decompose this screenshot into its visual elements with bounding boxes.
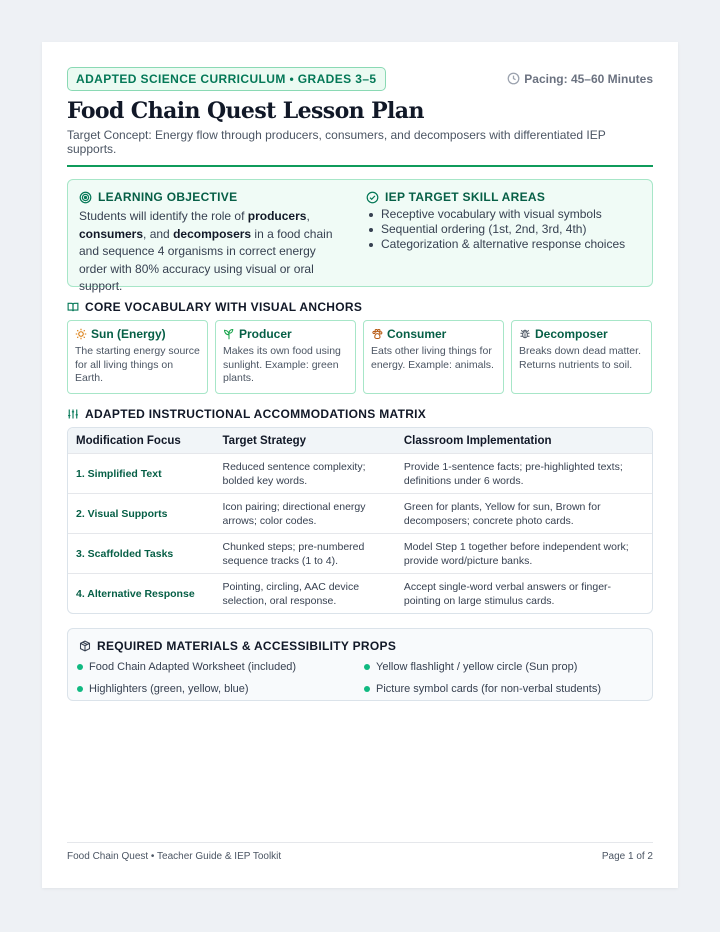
sun-icon (75, 328, 87, 340)
bullet-icon (364, 664, 370, 670)
vocabulary-cards (67, 320, 653, 394)
vocab-definition: The starting energy source for all living things on Earth. (75, 345, 200, 384)
list-item: Sequential ordering (1st, 2nd, 3rd, 4th) (366, 222, 646, 237)
target-strategy: Icon pairing; directional energy arrows; color codes. (222, 500, 366, 527)
bullet-icon (364, 686, 370, 692)
table-row (68, 573, 652, 613)
list-item: Receptive vocabulary with visual symbols (366, 207, 646, 222)
objective-panel (67, 179, 653, 293)
modification-focus: 1. Simplified Text (76, 467, 162, 480)
vocab-definition: Breaks down dead matter. Returns nutrients to soil. (519, 345, 641, 371)
bullet-icon (77, 686, 83, 692)
pacing-info (507, 72, 653, 86)
materials-list-left (77, 656, 296, 700)
iep-skill-areas (366, 190, 646, 252)
learning-objective-heading (79, 190, 344, 204)
target-strategy: Chunked steps; pre-numbered sequence tracks (1 to 4). (222, 540, 365, 567)
learning-objective (79, 190, 344, 296)
vocab-term: Consumer (387, 327, 447, 341)
column-header: Classroom Implementation (403, 434, 552, 447)
matrix-heading (67, 407, 653, 421)
vocab-definition: Eats other living things for energy. Example: animals. (371, 345, 494, 371)
target-strategy: Pointing, circling, AAC device selection, oral response. (222, 580, 360, 607)
vocab-card-consumer (363, 320, 504, 394)
modification-focus: 4. Alternative Response (76, 587, 195, 600)
materials-panel (67, 628, 653, 701)
column-header: Target Strategy (222, 434, 307, 447)
materials-title: REQUIRED MATERIALS & ACCESSIBILITY PROPS (97, 639, 397, 653)
vocab-card-sun (67, 320, 208, 394)
sliders-icon (67, 408, 79, 420)
classroom-implementation: Green for plants, Yellow for sun, Brown for decomposers; concrete photo cards. (403, 500, 601, 527)
sprout-icon (223, 328, 235, 340)
target-icon (79, 191, 92, 204)
table-row (68, 533, 652, 573)
paw-icon (371, 328, 383, 340)
bullet-icon (77, 664, 83, 670)
materials-heading (79, 639, 396, 653)
vocab-card-decomposer (511, 320, 652, 394)
list-item: Highlighters (green, yellow, blue) (77, 678, 296, 700)
box-icon (79, 640, 91, 652)
classroom-implementation: Provide 1-sentence facts; pre-highlighted texts; definitions under 6 words. (403, 460, 623, 487)
iep-skill-areas-heading (366, 190, 646, 204)
header-bar (67, 67, 653, 90)
term-consumers: consumers (79, 226, 144, 241)
term-decomposers: decomposers (173, 226, 252, 241)
clock-icon (507, 72, 520, 85)
lesson-plan-page (42, 42, 678, 888)
vocabulary-heading (67, 300, 653, 314)
list-item: Yellow flashlight / yellow circle (Sun prop) (364, 656, 601, 678)
bug-icon (519, 328, 531, 340)
term-producers: producers (247, 209, 307, 223)
curriculum-badge: ADAPTED SCIENCE CURRICULUM • GRADES 3–5 (67, 67, 386, 91)
vocab-term: Producer (239, 327, 292, 341)
title-divider (67, 165, 653, 167)
matrix-title: ADAPTED INSTRUCTIONAL ACCOMMODATIONS MATRIX (85, 407, 427, 421)
accommodations-table (67, 427, 653, 614)
list-item: Categorization & alternative response choices (366, 237, 646, 252)
table-row (68, 453, 652, 493)
target-strategy: Reduced sentence complexity; bolded key words. (222, 460, 366, 487)
vocab-card-producer (215, 320, 356, 394)
modification-focus: 2. Visual Supports (76, 507, 168, 520)
vocab-term: Sun (Energy) (91, 327, 166, 341)
book-icon (67, 301, 79, 313)
table-row (68, 493, 652, 533)
pacing-text: Pacing: 45–60 Minutes (524, 71, 653, 86)
page-footer (67, 842, 653, 862)
iep-skill-list (366, 207, 646, 252)
iep-skill-areas-title: IEP TARGET SKILL AREAS (385, 190, 546, 204)
materials-list-right (364, 656, 601, 700)
page-title: Food Chain Quest Lesson Plan (67, 98, 424, 124)
page-number: Page 1 of 2 (601, 851, 653, 862)
page-subtitle: Target Concept: Energy flow through producers, consumers, and decomposers with differentiated IEP supports. (67, 128, 606, 156)
column-header: Modification Focus (76, 434, 181, 447)
classroom-implementation: Accept single-word verbal answers or finger-pointing on large stimulus cards. (403, 580, 612, 607)
footer-title: Food Chain Quest • Teacher Guide & IEP Toolkit (67, 851, 282, 862)
learning-objective-text: Students will identify the role of producers, consumers, and decomposers in a food chain and sequence 4 organisms in correct energy order with 80% accuracy using visual or oral support. (79, 209, 333, 293)
page-content (67, 67, 653, 701)
learning-objective-title: LEARNING OBJECTIVE (98, 190, 238, 204)
check-circle-icon (366, 191, 379, 204)
list-item: Food Chain Adapted Worksheet (included) (77, 656, 296, 678)
vocab-definition: Makes its own food using sunlight. Example: green plants. (223, 345, 341, 384)
classroom-implementation: Model Step 1 together before independent work; provide word/picture banks. (403, 540, 629, 567)
table-header-row (68, 428, 652, 453)
list-item: Picture symbol cards (for non-verbal students) (364, 678, 601, 700)
vocab-term: Decomposer (535, 327, 608, 341)
vocabulary-title: CORE VOCABULARY WITH VISUAL ANCHORS (85, 300, 363, 314)
modification-focus: 3. Scaffolded Tasks (76, 547, 174, 560)
